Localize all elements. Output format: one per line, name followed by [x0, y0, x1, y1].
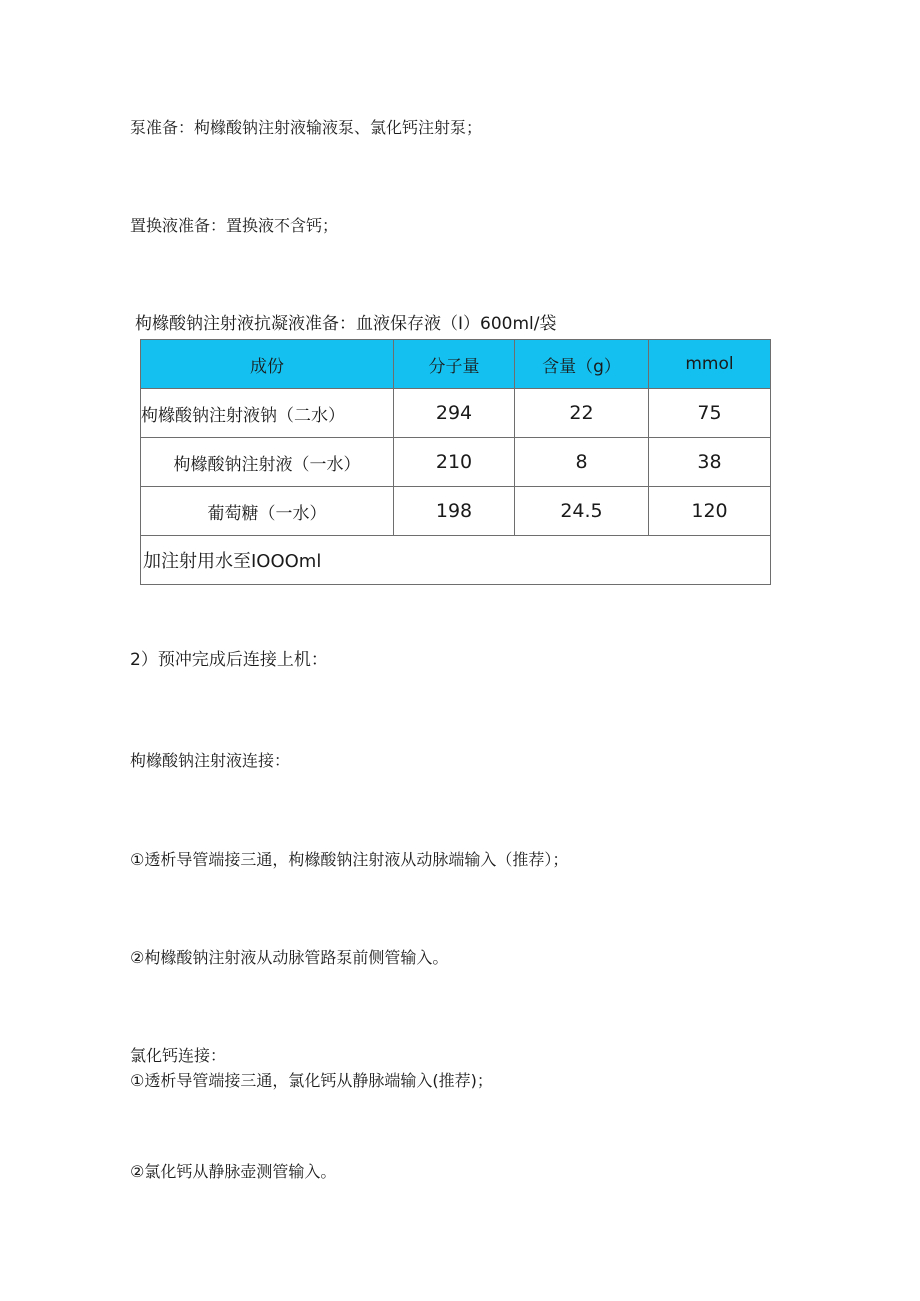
cell-molecular-weight: 294	[394, 389, 515, 438]
calcium-option-2: ②氯化钙从静脉壶测管输入。	[130, 1162, 337, 1181]
table-header-row	[141, 340, 771, 389]
cell-molecular-weight: 198	[394, 487, 515, 536]
cell-component: 枸橼酸钠注射液（一水）	[141, 438, 394, 487]
cell-mmol: 75	[649, 389, 771, 438]
header-mmol: mmol	[649, 340, 771, 389]
cell-mmol: 120	[649, 487, 771, 536]
calcium-connection-heading: 氯化钙连接：	[130, 1046, 227, 1065]
cell-component: 枸橼酸钠注射液钠（二水）	[141, 389, 394, 438]
step-2-heading: 2）预冲完成后连接上机：	[130, 650, 328, 670]
citrate-connection-heading: 枸橼酸钠注射液连接：	[130, 751, 291, 770]
calcium-option-1: ①透析导管端接三通，氯化钙从静脉端输入(推荐)；	[130, 1071, 493, 1090]
table-row	[141, 389, 771, 438]
pump-prep-text: 泵准备：枸橼酸钠注射液输液泵、氯化钙注射泵；	[130, 118, 483, 137]
composition-table	[140, 339, 771, 585]
cell-content: 24.5	[515, 487, 649, 536]
table-row	[141, 487, 771, 536]
header-molecular-weight: 分子量	[394, 340, 515, 389]
table-caption: 枸橼酸钠注射液抗凝液准备：血液保存液（I）600ml/袋	[135, 314, 557, 334]
citrate-option-1: ①透析导管端接三通，枸橼酸钠注射液从动脉端输入（推荐）；	[130, 850, 569, 869]
replacement-prep-text: 置换液准备：置换液不含钙；	[130, 216, 339, 235]
cell-component: 葡萄糖（一水）	[141, 487, 394, 536]
table-footer-row	[141, 536, 771, 585]
cell-mmol: 38	[649, 438, 771, 487]
cell-molecular-weight: 210	[394, 438, 515, 487]
table-footer-note: 加注射用水至IOOOml	[141, 536, 771, 585]
header-content: 含量（g）	[515, 340, 649, 389]
cell-content: 22	[515, 389, 649, 438]
header-component: 成份	[141, 340, 394, 389]
cell-content: 8	[515, 438, 649, 487]
citrate-option-2: ②枸橼酸钠注射液从动脉管路泵前侧管输入。	[130, 948, 449, 967]
table-row	[141, 438, 771, 487]
